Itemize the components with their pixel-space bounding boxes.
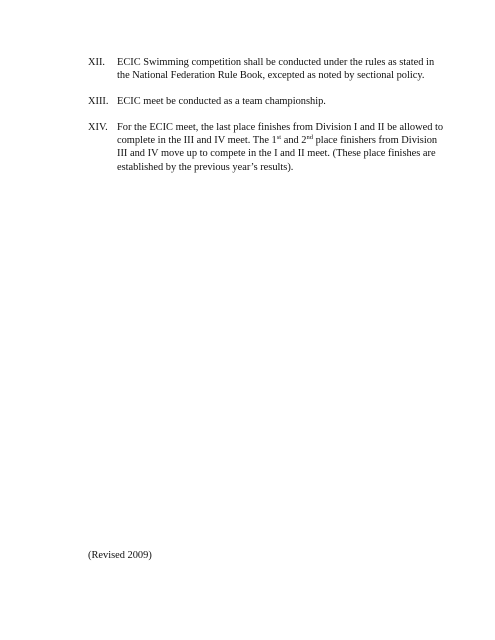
rule-text-line — [117, 134, 438, 147]
rule-text — [117, 95, 435, 108]
rule-numeral: XIV. — [88, 122, 108, 133]
rule-text — [117, 121, 444, 174]
rule-text-line: established by the previous year’s results). — [117, 161, 294, 173]
rule-text — [117, 56, 435, 82]
rule-text-line: ECIC meet be conducted as a team championship. — [117, 96, 326, 107]
rule-numeral: XIII. — [88, 96, 109, 107]
rule-numeral: XII. — [88, 57, 106, 68]
revision-note: (Revised 2009) — [88, 550, 152, 561]
rule-text-line: III and IV move up to compete in the I and II meet. (These place finishes are — [117, 148, 436, 160]
text-fragment: and 2 — [281, 135, 307, 147]
rule-text-line: the National Federation Rule Book, excepted as noted by sectional policy. — [117, 70, 425, 82]
text-fragment: complete in the III and IV meet. The 1 — [117, 135, 277, 147]
rule-text-line: ECIC Swimming competition shall be conducted under the rules as stated in — [117, 57, 435, 68]
text-fragment: place finishers from Division — [313, 135, 438, 147]
ordinal-suffix: nd — [306, 134, 314, 142]
ordinal-suffix: st — [276, 134, 282, 142]
rule-text-line: For the ECIC meet, the last place finishes from Division I and II be allowed to — [117, 122, 444, 133]
